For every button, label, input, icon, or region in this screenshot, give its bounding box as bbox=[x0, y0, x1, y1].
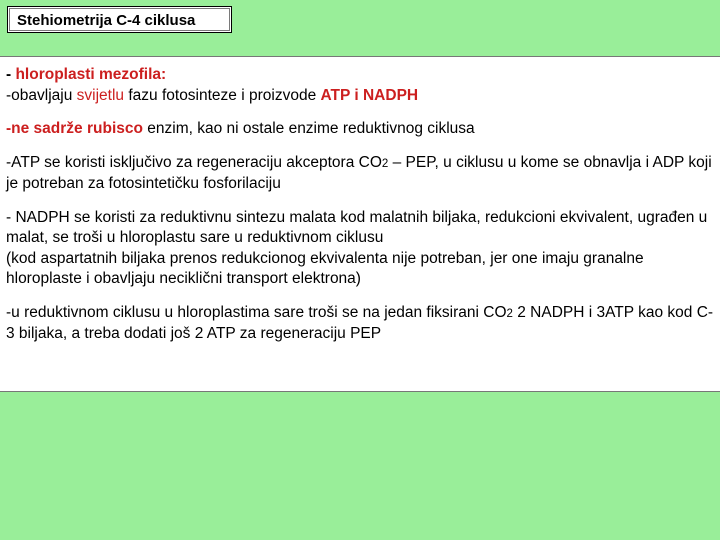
heading-dash: - bbox=[6, 66, 16, 83]
text-segment: 2 NADPH i 3ATP kao kod C-3 biljaka, a treba dodati još 2 ATP za regeneraciju PEP bbox=[6, 303, 714, 342]
slide-title: Stehiometrija C-4 ciklusa bbox=[7, 6, 232, 33]
subscript-2: 2 bbox=[506, 307, 513, 320]
text-segment: - NADPH se koristi za reduktivnu sintezu malata kod malatnih biljaka, redukcioni ekvivalent, ugrađen u malat, se troši u hloroplastu sare u reduktivnom ciklusu bbox=[6, 208, 708, 246]
highlight-no-rubisco: -ne sadrže rubisco bbox=[6, 120, 143, 137]
paragraph-no-rubisco bbox=[6, 119, 716, 140]
text-segment: -obavljaju bbox=[6, 86, 77, 104]
heading-mesophyll-chloroplasts: hloroplasti mezofila: bbox=[15, 66, 167, 83]
paragraph-atp-usage bbox=[6, 153, 716, 195]
paragraph-mesophyll bbox=[6, 65, 716, 106]
highlight-light-phase: svijetlu bbox=[76, 86, 125, 104]
paragraph-reductive-cycle bbox=[6, 303, 716, 345]
paragraph-nadph-usage bbox=[6, 208, 716, 290]
text-segment: fazu fotosinteze i proizvode bbox=[124, 86, 321, 104]
text-segment: – PEP, u ciklusu u kome se obnavlja i ADP koji je potreban za fotosintetičku fosforilaciju bbox=[6, 153, 712, 192]
content-text-box bbox=[0, 56, 720, 392]
text-segment: (kod aspartatnih biljaka prenos redukcionog ekvivalenta nije potreban, jer one imaju granalne hloroplaste i obavljaju neciklični transport elektrona) bbox=[6, 249, 644, 287]
text-segment: enzim, kao ni ostale enzime reduktivnog ciklusa bbox=[142, 120, 475, 137]
text-segment: -u reduktivnom ciklusu u hloroplastima sare troši se na jedan fiksirani CO bbox=[6, 303, 507, 321]
highlight-atp-nadph: ATP i NADPH bbox=[320, 86, 419, 104]
subscript-2: 2 bbox=[381, 157, 389, 170]
text-segment: -ATP se koristi isključivo za regeneraciju akceptora CO bbox=[6, 153, 382, 171]
